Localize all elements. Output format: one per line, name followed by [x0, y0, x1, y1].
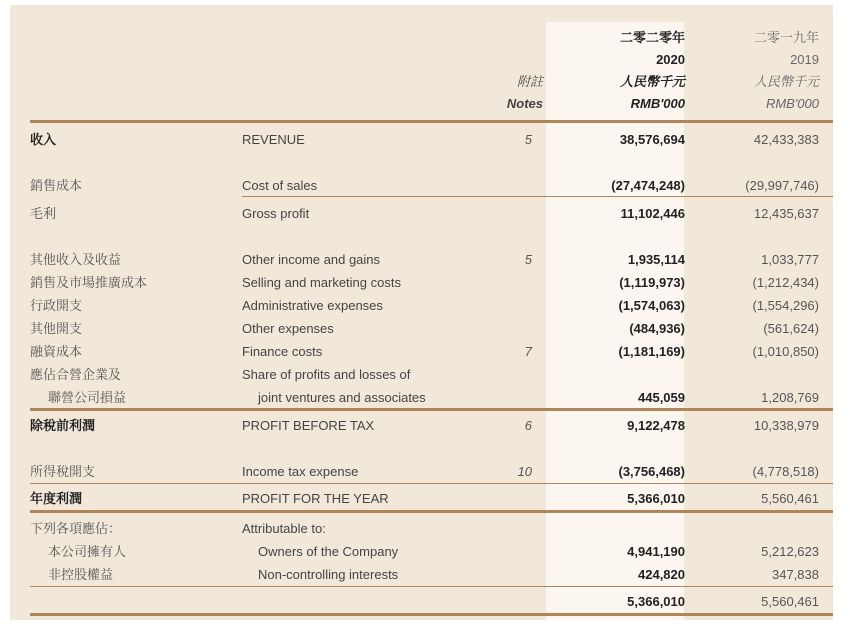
- row-label-en: Selling and marketing costs: [242, 275, 401, 290]
- row-note: 6: [524, 418, 532, 433]
- current-currency-zh: 人民幣千元: [619, 74, 685, 89]
- subtotal-rule: [242, 196, 833, 197]
- row-value-prior: 1,033,777: [761, 252, 819, 267]
- subtotal-rule: [30, 483, 833, 484]
- row-label-en: Non-controlling interests: [258, 567, 399, 582]
- header-rule: [30, 120, 833, 123]
- row-label-zh: 聯營公司損益: [48, 390, 127, 405]
- row-label-zh: 所得稅開支: [30, 464, 96, 479]
- current-unit: RMB'000: [630, 96, 685, 111]
- row-label-en: Share of profits and losses of: [242, 367, 411, 382]
- row-value-current: 4,941,190: [627, 544, 685, 559]
- bottom-rule: [30, 613, 833, 616]
- notes-en: Notes: [506, 96, 543, 111]
- current-year-zh: 二零二零年: [619, 30, 685, 45]
- row-label-en: Attributable to:: [242, 521, 326, 536]
- row-note: 10: [517, 464, 532, 479]
- row-note: 5: [524, 252, 532, 267]
- row-label-zh: 其他開支: [30, 321, 83, 336]
- row-value-prior: 12,435,637: [753, 206, 819, 221]
- row-label-en: Cost of sales: [242, 178, 318, 193]
- row-label-zh: 收入: [30, 132, 57, 147]
- row-label-zh: 行政開支: [30, 298, 83, 313]
- row-value-prior: 1,208,769: [761, 390, 819, 405]
- row-label-en: Other expenses: [242, 321, 334, 336]
- row-label-en: Income tax expense: [242, 464, 359, 479]
- prior-year-zh: 二零一九年: [753, 30, 819, 45]
- row-label-zh: 非控股權益: [48, 567, 114, 582]
- notes-zh: 附註: [516, 74, 543, 89]
- row-value-prior: (1,010,850): [752, 344, 819, 359]
- row-label-zh: 毛利: [30, 206, 57, 221]
- row-value-prior: 10,338,979: [753, 418, 819, 433]
- row-label-zh: 融資成本: [30, 344, 83, 359]
- row-value-prior: 5,560,461: [761, 594, 819, 609]
- section-rule: [30, 510, 833, 513]
- row-label-zh: 銷售及市場推廣成本: [30, 275, 148, 290]
- row-note: 7: [524, 344, 532, 359]
- row-value-prior: (1,554,296): [752, 298, 819, 313]
- row-value-current: 445,059: [638, 390, 685, 405]
- row-label-en: REVENUE: [242, 132, 305, 147]
- row-value-prior: 5,560,461: [761, 491, 819, 506]
- row-value-prior: 42,433,383: [753, 132, 819, 147]
- row-label-en: PROFIT BEFORE TAX: [242, 418, 375, 433]
- row-value-current: 11,102,446: [620, 206, 685, 221]
- total-rule: [30, 586, 833, 587]
- row-value-prior: (561,624): [763, 321, 819, 336]
- current-year: 2020: [656, 52, 685, 67]
- row-label-en: Gross profit: [242, 206, 310, 221]
- row-label-en: joint ventures and associates: [258, 390, 426, 405]
- row-label-en: PROFIT FOR THE YEAR: [242, 491, 389, 506]
- section-rule: [30, 408, 833, 411]
- row-label-en: Finance costs: [242, 344, 323, 359]
- row-value-prior: (1,212,434): [752, 275, 819, 290]
- row-label-en: Administrative expenses: [242, 298, 383, 313]
- row-label-zh: 其他收入及收益: [30, 252, 122, 267]
- prior-unit: RMB'000: [765, 96, 819, 111]
- row-value-current: (484,936): [629, 321, 685, 336]
- row-value-current: 424,820: [638, 567, 685, 582]
- row-label-zh: 年度利潤: [30, 491, 83, 506]
- row-label-zh: 下列各項應佔：: [30, 521, 122, 536]
- prior-currency-zh: 人民幣千元: [753, 74, 819, 89]
- prior-year: 2019: [790, 52, 819, 67]
- row-label-zh: 本公司擁有人: [48, 544, 127, 559]
- row-value-current: (1,181,169): [618, 344, 685, 359]
- row-label-en: Owners of the Company: [258, 544, 399, 559]
- row-value-current: 5,366,010: [627, 491, 685, 506]
- row-value-current: (27,474,248): [611, 178, 685, 193]
- row-value-prior: 5,212,623: [761, 544, 819, 559]
- row-value-prior: 347,838: [772, 567, 819, 582]
- row-label-zh: 銷售成本: [30, 178, 83, 193]
- row-label-en: Other income and gains: [242, 252, 381, 267]
- row-value-current: 9,122,478: [627, 418, 685, 433]
- row-value-prior: (29,997,746): [745, 178, 819, 193]
- row-value-current: 1,935,114: [627, 252, 685, 267]
- row-value-current: (3,756,468): [618, 464, 685, 479]
- income-statement-page: [10, 5, 833, 620]
- row-value-current: 38,576,694: [619, 132, 685, 147]
- row-value-current: (1,119,973): [619, 275, 685, 290]
- row-note: 5: [524, 132, 532, 147]
- row-value-prior: (4,778,518): [752, 464, 819, 479]
- row-label-zh: 應佔合營企業及: [30, 367, 122, 382]
- row-value-current: (1,574,063): [618, 298, 685, 313]
- row-value-current: 5,366,010: [627, 594, 685, 609]
- row-label-zh: 除稅前利潤: [30, 418, 96, 433]
